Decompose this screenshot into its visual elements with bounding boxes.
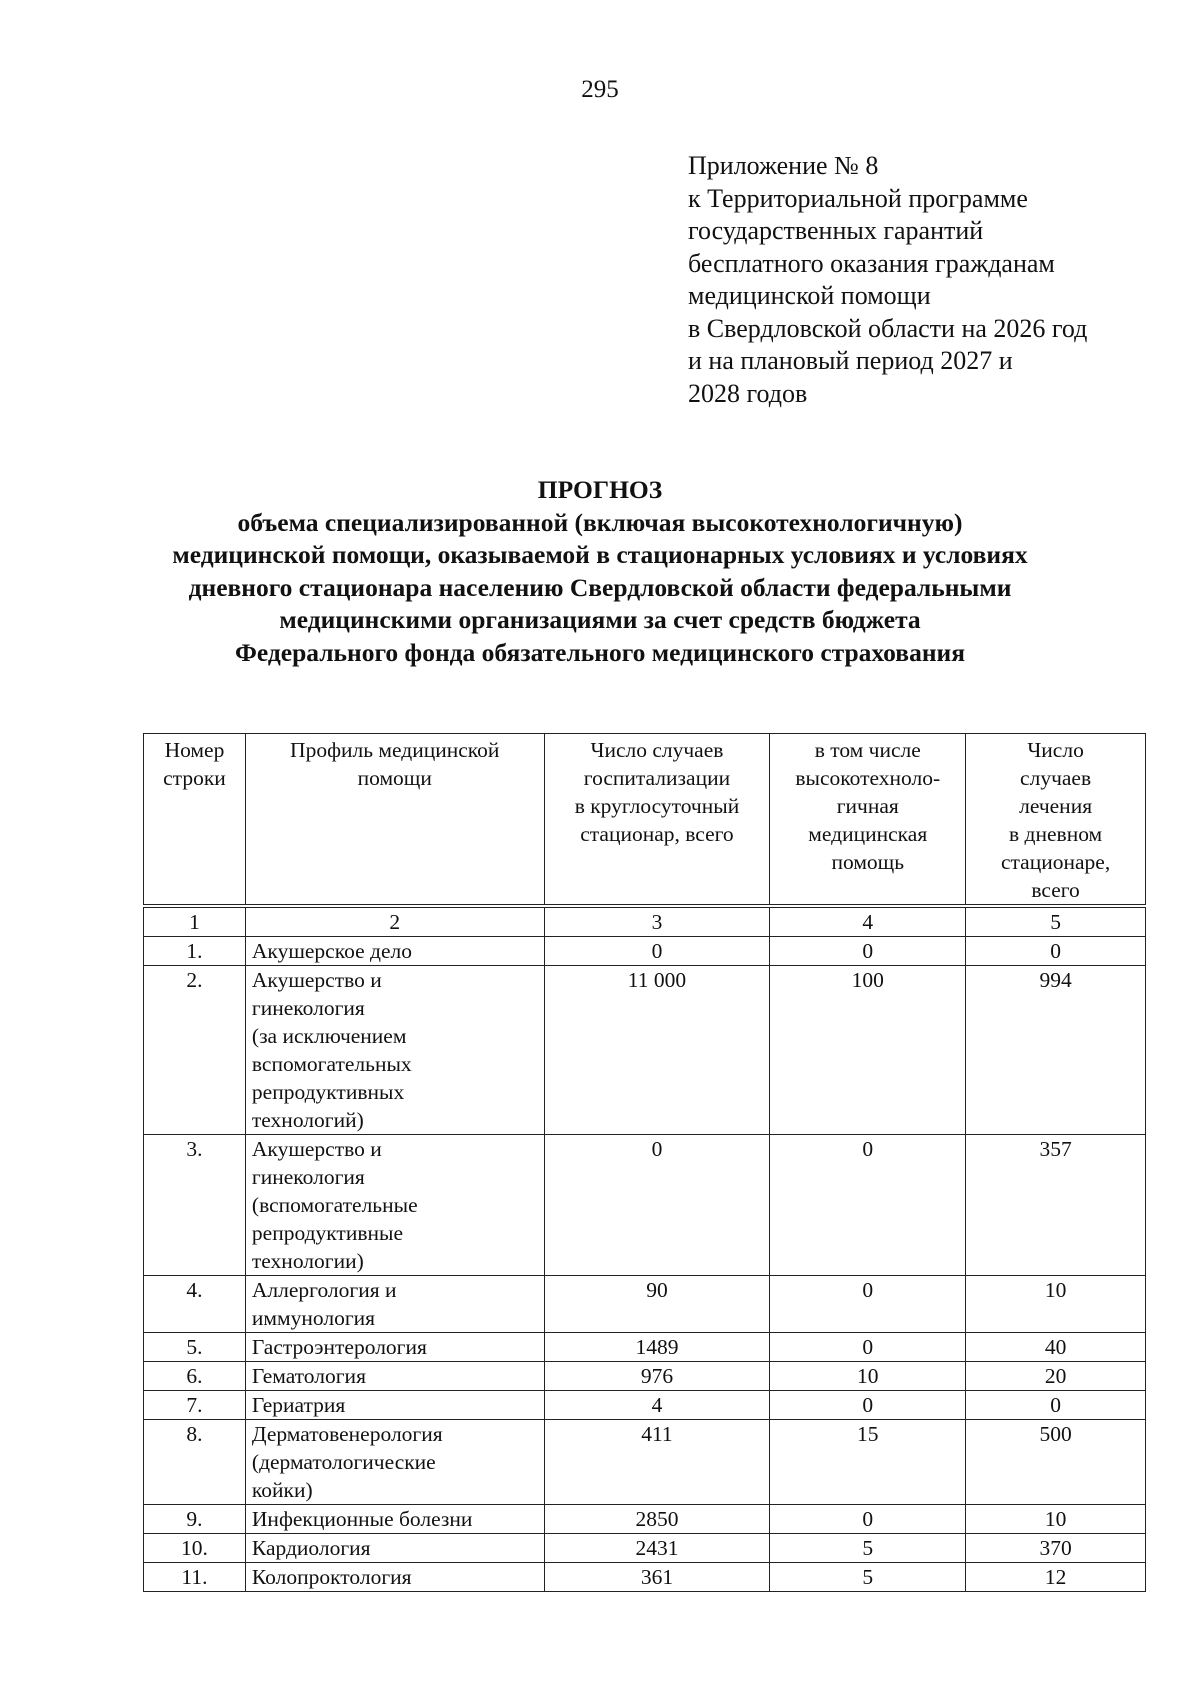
table-row [144,1276,1146,1333]
high-tech-cases: 0 [770,1276,966,1333]
table-row [144,1391,1146,1420]
table-row [144,1534,1146,1563]
appendix-block [688,150,1188,410]
row-number: 5. [144,1333,246,1362]
table-row [144,1135,1146,1276]
header-line: в дневном [1009,822,1103,846]
round-the-clock-cases: 0 [544,1135,770,1276]
appendix-line: к Территориальной программе [688,183,1028,213]
profile-name-line: Кардиология [251,1536,371,1560]
row-number: 11. [144,1563,246,1592]
high-tech-cases: 10 [770,1362,966,1391]
table-row [144,1563,1146,1592]
profile-name-line: Инфекционные болезни [251,1507,473,1531]
round-the-clock-cases: 411 [544,1420,770,1505]
profile-name [245,1333,544,1362]
title-line: медицинскими организациями за счет средств бюджета [279,605,921,634]
header-line: стационар, всего [580,822,734,846]
profile-name-line: Дерматовенерология [251,1422,443,1446]
day-hospital-cases: 10 [966,1276,1146,1333]
round-the-clock-cases: 361 [544,1563,770,1592]
profile-name-line: Акушерское дело [251,939,412,963]
header-line: всего [1031,878,1080,902]
profile-name-line: технологий) [251,1108,364,1132]
profile-name-line: вспомогательных [251,1052,412,1076]
header-line: высокотехноло- [795,766,941,790]
profile-name-line: Колопроктология [251,1565,412,1589]
forecast-table [143,733,1146,1592]
header-line: стационаре, [1000,850,1111,874]
row-number: 9. [144,1505,246,1534]
profile-name-line: Аллергология и [251,1278,397,1302]
day-hospital-cases: 357 [966,1135,1146,1276]
round-the-clock-cases: 2431 [544,1534,770,1563]
appendix-line: и на плановый период 2027 и [688,346,1013,375]
high-tech-cases: 0 [770,1135,966,1276]
profile-name-line: технологии) [251,1249,364,1273]
row-number: 7. [144,1391,246,1420]
table-row [144,1362,1146,1391]
high-tech-cases: 5 [770,1534,966,1563]
high-tech-cases: 15 [770,1420,966,1505]
column-number: 4 [770,906,966,937]
header-round-the-clock [544,734,770,907]
profile-name-line: репродуктивных [251,1080,405,1104]
day-hospital-cases: 40 [966,1333,1146,1362]
header-day-hospital [966,734,1146,907]
document-title [0,474,1200,669]
round-the-clock-cases: 4 [544,1391,770,1420]
row-number: 10. [144,1534,246,1563]
profile-name-line: Акушерство и [251,1137,382,1161]
high-tech-cases: 0 [770,1333,966,1362]
profile-name-line: Акушерство и [251,968,382,992]
header-line: в том числе [814,738,921,762]
appendix-line: в Свердловской области на 2026 год [688,313,1088,343]
high-tech-cases: 5 [770,1563,966,1592]
profile-name [245,1563,544,1592]
title-heading: ПРОГНОЗ [537,475,663,504]
table-row [144,1505,1146,1534]
row-number: 1. [144,937,246,966]
header-line: Профиль медицинской [290,738,500,762]
table-row [144,1420,1146,1505]
day-hospital-cases: 370 [966,1534,1146,1563]
profile-name [245,1362,544,1391]
header-line: помощи [357,766,432,790]
appendix-line: государственных гарантий [688,216,984,245]
table-row [144,1333,1146,1362]
profile-name [245,937,544,966]
profile-name-line: репродуктивные [251,1221,403,1245]
round-the-clock-cases: 90 [544,1276,770,1333]
profile-name-line: (вспомогательные [251,1193,418,1217]
profile-name [245,1505,544,1534]
high-tech-cases: 0 [770,1505,966,1534]
row-number: 2. [144,966,246,1135]
day-hospital-cases: 0 [966,1391,1146,1420]
profile-name [245,1534,544,1563]
high-tech-cases: 0 [770,937,966,966]
day-hospital-cases: 994 [966,966,1146,1135]
round-the-clock-cases: 1489 [544,1333,770,1362]
page-number: 295 [581,76,619,103]
day-hospital-cases: 0 [966,937,1146,966]
header-line: медицинская [808,822,928,846]
column-number: 1 [144,906,246,937]
header-line: в круглосуточный [574,794,740,818]
profile-name-line: (за исключением [251,1024,407,1048]
row-number: 8. [144,1420,246,1505]
profile-name [245,1391,544,1420]
header-line: гичная [836,794,899,818]
header-line: Число [1027,738,1084,762]
column-number-row [144,906,1146,937]
header-line: помощь [831,850,905,874]
table-body [144,906,1146,1592]
high-tech-cases: 0 [770,1391,966,1420]
appendix-line: Приложение № 8 [688,151,879,180]
profile-name [245,1276,544,1333]
high-tech-cases: 100 [770,966,966,1135]
profile-name [245,966,544,1135]
profile-name-line: койки) [251,1478,313,1502]
round-the-clock-cases: 976 [544,1362,770,1391]
appendix-line: 2028 годов [688,378,808,408]
header-line: строки [163,766,226,790]
header-profile [245,734,544,907]
table-row [144,937,1146,966]
column-number: 2 [245,906,544,937]
profile-name-line: иммунология [251,1306,376,1330]
profile-name-line: гинекология [251,996,365,1020]
day-hospital-cases: 20 [966,1362,1146,1391]
profile-name-line: Гематология [251,1364,366,1388]
profile-name-line: Гастроэнтерология [251,1335,427,1359]
round-the-clock-cases: 2850 [544,1505,770,1534]
header-row-number [144,734,246,907]
header-line: Номер [164,738,225,762]
profile-name [245,1135,544,1276]
column-number: 3 [544,906,770,937]
row-number: 6. [144,1362,246,1391]
table-header-row [144,734,1146,907]
title-line: медицинской помощи, оказываемой в стационарных условиях и условиях [172,540,1028,569]
header-high-tech [770,734,966,907]
day-hospital-cases: 12 [966,1563,1146,1592]
header-line: Число случаев [590,738,724,762]
day-hospital-cases: 10 [966,1505,1146,1534]
day-hospital-cases: 500 [966,1420,1146,1505]
header-line: лечения [1019,794,1093,818]
row-number: 3. [144,1135,246,1276]
header-line: госпитализации [583,766,731,790]
profile-name [245,1420,544,1505]
row-number: 4. [144,1276,246,1333]
table-row [144,966,1146,1135]
title-line: Федерального фонда обязательного медицинского страхования [234,637,965,667]
appendix-line: бесплатного оказания гражданам [688,248,1055,278]
column-number: 5 [966,906,1146,937]
header-line: случаев [1020,766,1092,790]
appendix-line: медицинской помощи [688,281,931,310]
profile-name-line: Гериатрия [251,1393,346,1417]
profile-name-line: (дерматологические [251,1450,436,1474]
round-the-clock-cases: 0 [544,937,770,966]
title-line: дневного стационара населению Свердловской области федеральными [188,572,1012,602]
title-line: объема специализированной (включая высокотехнологичную) [237,507,963,537]
profile-name-line: гинекология [251,1165,365,1189]
round-the-clock-cases: 11 000 [544,966,770,1135]
